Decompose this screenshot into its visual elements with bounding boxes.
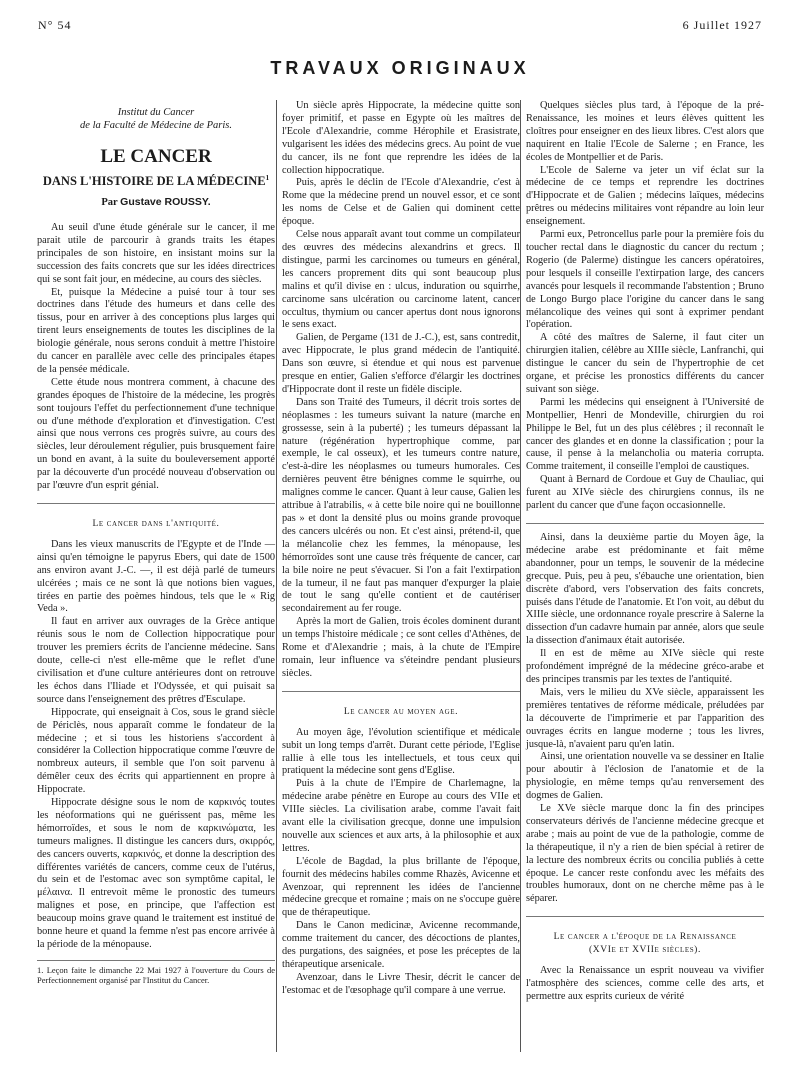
section-heading: Le cancer au moyen age.	[343, 706, 459, 717]
paragraph: Galien, de Pergame (131 de J.-C.), est, sans contredit, avec Hippocrate, le plus grand médecin de l'antiquité. Dans son œuvre, si étendue et qui nous est parvenue presque en entier, Galien s'efforce d'élargir les doctrines d'Hippocrate dont il reste un fidèle disciple.	[282, 332, 520, 395]
paragraph: Un siècle après Hippocrate, la médecine quitte son foyer primitif, et passe en Egypte où les maîtres de l'Ecole d'Alexandrie, comme Hérophile et Erasistrate, vulgarisent les idées des médecins grecs. Au point de vue du cancer, ils ne font que reprendre les idées de la collection hippocratique.	[282, 100, 520, 176]
paragraph: Et, puisque la Médecine a puisé tour à tour ses doctrines dans l'étude des humeurs et dans celle des tissus, pour en arriver à des conceptions plus larges qui tirent leurs enseignements de toutes les disciplines de la biologie générale, nous serons conduit à mettre l'histoire du cancer en parallèle avec celle des principales étapes de la pensée médicale.	[37, 286, 275, 375]
footnote: 1. Leçon faite le dimanche 22 Mai 1927 à l'ouverture du Cours de Perfectionnement organisé par l'Institut du Cancer.	[37, 960, 275, 986]
section-heading: Le cancer dans l'antiquité.	[92, 519, 220, 529]
paragraph: A côté des maîtres de Salerne, il faut citer un chirurgien italien, célèbre au XIIIe siècle, Lanfranchi, qui distingue le cancer du sein de l'hypertrophie de cet organe, et précise les pronostics différents du cancer suivant son siège.	[526, 332, 764, 395]
column-1	[37, 100, 275, 986]
paragraph: Avenzoar, dans le Livre Thesir, décrit le cancer de l'estomac et de l'œsophage qu'il compare à une verrue.	[282, 971, 520, 996]
article-title: LE CANCER	[100, 146, 212, 167]
column-rule-right	[520, 100, 521, 1052]
paragraph: Ainsi, une orientation nouvelle va se dessiner en Italie pour aboutir à l'éclosion de l'anatomie et de la physiologie, en même temps qu'au renversement des dogmes de Galien.	[526, 751, 764, 802]
paragraph: Au seuil d'une étude générale sur le cancer, il me parait utile de parcourir à grands traits les étapes principales de son histoire, en insistant moins sur la succession des faits concrets que sur les idées directrices qui se sont fait jour, en médecine, au cours des siècles.	[37, 221, 275, 285]
paragraph: Dans le Canon medicinæ, Avicenne recommande, comme traitement du cancer, des décoctions de plantes, des purgations, des saignées, et pose les préceptes de la thérapeutique arsenicale.	[282, 920, 520, 970]
paragraph: Il en est de même au XIVe siècle qui reste profondément imprégné de la médecine gréco-arabe et des principes transmis par les textes de l'antiquité.	[526, 648, 764, 685]
author-prefix: Par	[101, 197, 118, 209]
section-divider	[526, 523, 764, 524]
paragraph: Cette étude nous montrera comment, à chacune des grandes époques de l'histoire de la médecine, les progrès sont toujours l'effet du perfectionnement d'une technique ou d'une méthode d'exploration et d'investigation. C'est ainsi que nous verrons ces progrès suivre, au cours des siècles, leur déroulement régulier, puis brusquement faire un bond en avant, à la suite du bouleversement apporté par la découverte d'un procédé nouveau d'observation ou par l'œuvre d'un esprit génial.	[37, 376, 275, 492]
paragraph: Quant à Bernard de Cordoue et Guy de Chauliac, qui furent au XIVe siècle des chirurgiens connus, ils ne parlent du cancer que d'une façon occasionnelle.	[526, 474, 764, 512]
paragraph: Il faut en arriver aux ouvrages de la Grèce antique réunis sous le nom de Collection hippocratique pour trouver les premiers écrits de l'ancienne médecine. Sans doute, celle-ci n'est elle-même que le reflet d'une civilisation et d'une culture antérieures dont on retrouve les échos dans l'Iliade et l'Odyssée, et qui puisait sa source dans l'enseignement des prêtres d'Esculape.	[37, 616, 275, 705]
paragraph: Le XVe siècle marque donc la fin des principes conservateurs dérivés de l'ancienne médecine grecque et arabe ; mais au point de vue de la pathologie, comme de la thérapeutique, il n'y a rien de bien spécial à retirer de la lecture des nombreux écrits ou concilia publiés à cette époque. Le cancer reste confondu avec les méfaits des troubles humoraux, dont on ne cherche même pas à le séparer.	[526, 803, 764, 905]
paragraph: Celse nous apparaît avant tout comme un compilateur des œuvres des médecins alexandrins et grecs. Il distingue, parmi les carcinomes ou tumeurs en général, les cancers proprement dits qui sont beaucoup plus malins et qu'il divise en : ulcus, induration ou squirrhe, carcinome sans ulcération ou carcinome latent, cancer occultus, thymium ou cancer apertus dont nous ignorons le sens exact.	[282, 229, 520, 331]
paragraph: Ainsi, dans la deuxième partie du Moyen âge, la médecine arabe est prédominante et fait même abandonner, pour un temps, le souvenir de la médecine grecque. Puis, peu à peu, s'ébauche une orientation, bien discrète d'abord, vers l'observation des faits concrets, puisés dans l'étude de l'anatomie. Et l'on voit, au début du XIIIe siècle, une ordonnance royale prescrire à Salerne la dissection d'un cadavre humain par année, alors que seule la dissection d'animaux était autorisée.	[526, 532, 764, 647]
paragraph: Dans les vieux manuscrits de l'Egypte et de l'Inde — ainsi qu'en témoigne le papyrus Ebers, qui date de 1500 ans environ avant J.-C. —, il est déjà parlé de tumeurs ulcérées ; mais ce ne sont là que notions bien vagues, tirées en partie des poèmes hindous, tels que le « Rig Veda ».	[37, 538, 275, 615]
column-rule-left	[276, 100, 277, 1052]
article-subtitle: DANS L'HISTOIRE DE LA MÉDECINE$^1$	[42, 174, 270, 189]
paragraph: Hippocrate désigne sous le nom de καρκινός toutes les néoformations qui ne guérissent pas, même les hémorroïdes, et sous le nom de καρκινώματα, les tumeurs malignes. Il distingue les cancers durs, σκιρρός, des cancers ouverts, καρκινός, et donne la description des différentes variétés de cancers, comme ceux de l'utérus, du sein et de l'estomac avec son symptôme capital, le μέλαινα. Il entrevoit même le pronostic des tumeurs malignes et pose, en principe, que l'affection est beaucoup moins grave quand le traitement est institué de bonne heure et quand la femme n'est pas encore arrivée à la période de la ménopause.	[37, 797, 275, 950]
issue-number: N° 54	[38, 18, 72, 32]
paragraph: Parmi les médecins qui enseignent à l'Université de Montpellier, Henri de Mondeville, chirurgien du roi Philippe le Bel, fut un des plus célèbres ; il reconnaît le cancer des glandes et en donne la classification ; pour la cause, il pense à la melancholia ou materia corrupta. Comme traitement, il conseille l'emploi de caustiques.	[526, 396, 764, 473]
institution-line-2: de la Faculté de Médecine de Paris.	[80, 120, 232, 131]
column-3	[526, 100, 764, 1004]
section-title: TRAVAUX ORIGINAUX	[270, 58, 530, 78]
paragraph: Au moyen âge, l'évolution scientifique et médicale subit un long temps d'arrêt. Durant cette période, l'Eglise rallie à elle tous les intellectuels, et tous ceux qui pratiquent la médecine sont gens d'Eglise.	[282, 726, 520, 777]
paragraph: L'Ecole de Salerne va jeter un vif éclat sur la médecine de ce temps et reprendre les doctrines d'Hippocrate et de Galien ; médecins laïques, médecins prêtres ou médecins militaires vont répandre au loin leur enseignement.	[526, 164, 764, 228]
paragraph: L'école de Bagdad, la plus brillante de l'époque, fournit des médecins habiles comme Rhazès, Avicenne et Avenzoar, qui reprennent les idées de l'ancienne médecine grecque et romaine ; mais on ne s'occupe guère que de thérapeutique.	[282, 855, 520, 919]
paragraph: Quelques siècles plus tard, à l'époque de la pré-Renaissance, les moines et leurs élèves quittent les cloîtres pour enseigner en des lieux libres. C'est alors que naquirent en Italie l'Ecole de Salerne ; en France, les écoles de Montpellier et de Paris.	[526, 100, 764, 163]
author-name: Gustave ROUSSY.	[120, 196, 211, 209]
section-divider	[37, 503, 275, 504]
paragraph: Dans son Traité des Tumeurs, il décrit trois sortes de néoplasmes : les tumeurs suivant la nature (marche en grossesse, sein à la puberté) ; les tumeurs dépassant la nature (régénération hypertrophique comme, par exemple, le cal osseux), et les tumeurs contre nature, c'est-à-dire les néoplasmes ou tumeurs humorales. Ces dernières peuvent être bénignes comme le squirrhe, ou malignes comme le cancer. Quant à leur cause, Galien les attribue à l'atrabilis, « à cette bile noire qui ne bouillonne pas » et dont la densité plus ou moins grande provoque des cancers ulcérés ou non. Et c'est ainsi, prétend-il, que la mélancolie chez les femmes, la ménopause, les hémorroïdes sont une cause très fréquente de cancer, car la bile noire ne peut s'évacuer. Si l'on a fait l'extirpation de la tumeur, il ne faut pas manquer d'expurger la plaie de tout le sang qu'elle contient et de cautériser secondairement au fer rouge.	[282, 396, 520, 615]
institution-line-1: Institut du Cancer	[117, 107, 195, 118]
paragraph: Avec la Renaissance un esprit nouveau va vivifier l'atmosphère des sciences, comme celle des arts, et permettre aux esprits curieux de vérité	[526, 965, 764, 1002]
paragraph: Mais, vers le milieu du XVe siècle, apparaissent les premières tentatives de réforme médicale, préludées par la découverte de l'imprimerie et par l'apparition des ouvrages écrits en langue moderne ; tous les livres, jusque-là, n'avaient paru qu'en latin.	[526, 686, 764, 750]
paragraph: Puis à la chute de l'Empire de Charlemagne, la médecine arabe pénètre en Europe au cours des VIIe et VIIIe siècles. La civilisation arabe, comme l'avait fait avant elle la civilisation grecque, donne une impulsion nouvelle aux sciences et aux arts, à la philosophie et aux lettres.	[282, 778, 520, 854]
section-divider	[526, 916, 764, 917]
issue-date: 6 Juillet 1927	[682, 18, 762, 32]
section-divider	[282, 691, 520, 692]
section-heading-sub: (XVIe et XVIIe siècles).	[589, 945, 701, 956]
section-heading: Le cancer a l'époque de la Renaissance	[553, 932, 737, 943]
paragraph: Hippocrate, qui enseignait à Cos, sous le grand siècle de Périclès, nous apparaît comme le fondateur de la médecine ; et si tous les historiens s'accordent à considérer la Collection hippocratique comme l'œuvre de nombreux auteurs, il semble que l'on soit parvenu à démêler ceux des écrits qui appartiennent en propre à Hippocrate.	[37, 706, 275, 796]
paragraph: Après la mort de Galien, trois écoles dominent durant un temps l'histoire médicale ; ce sont celles d'Athènes, de Rome et d'Alexandrie ; mais, à la chute de l'Empire romain, leur influence va s'éteindre pendant plusieurs siècles.	[282, 616, 520, 679]
paragraph: Parmi eux, Petroncellus parle pour la première fois du toucher rectal dans le diagnostic du cancer du rectum ; Rogerio (de Palerme) distingue les cancers opératoires, pour lesquels il conseille l'extirpation large, des cancers avancés pour lesquels il recommande l'abstention ; Bruno de Longo Burgo place l'origine du cancer dans le sang mélancolique des veines qui sont à exprimer pendant l'opération.	[526, 229, 764, 331]
column-2	[282, 100, 520, 998]
author-line	[37, 196, 275, 210]
paragraph: Puis, après le déclin de l'Ecole d'Alexandrie, c'est à Rome que la médecine prend un nouvel essor, et ce sont les noms de Celse et de Galien qui dominent cette époque.	[282, 177, 520, 228]
